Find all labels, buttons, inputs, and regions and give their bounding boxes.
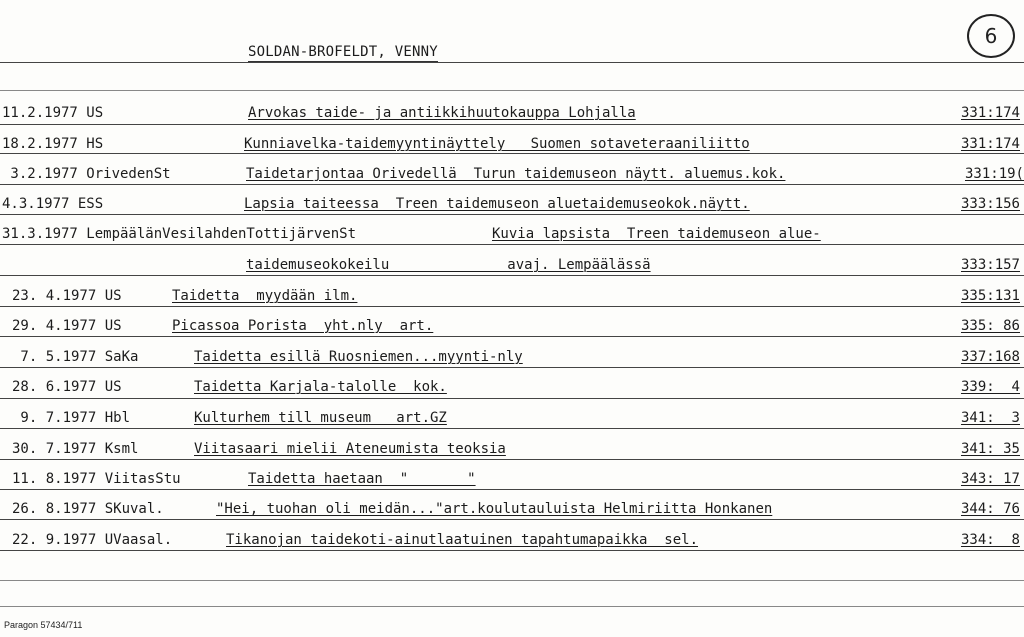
entry-date-source: 7. 5.1977 SaKa: [12, 349, 139, 365]
entry-date-source: 3.2.1977 OrivedenSt: [2, 166, 171, 182]
entry-date-source: 4.3.1977 ESS: [2, 196, 104, 212]
rule-line: [0, 519, 1024, 520]
rule-line: [0, 398, 1024, 399]
rule-line: [0, 124, 1024, 125]
rule-line: [0, 214, 1024, 215]
entry-date-source: 29. 4.1977 US: [12, 318, 122, 334]
entry-title: Lapsia taiteessa Treen taidemuseon aluetaidemuseokok.näytt.: [244, 196, 750, 212]
entry-title: Taidetta haetaan " ": [248, 471, 476, 487]
entry-ref: 331:174: [960, 136, 1020, 152]
entry-title: Tikanojan taidekoti-ainutlaatuinen tapahtumapaikka sel.: [226, 532, 699, 548]
entry-ref: 333:157: [960, 257, 1020, 273]
rule-line: [0, 489, 1024, 490]
rule-line: [0, 606, 1024, 607]
rule-line: [0, 184, 1024, 185]
entry-title: "Hei, tuohan oli meidän..."art.koulutauluista Helmiriitta Honkanen: [216, 501, 773, 517]
entry-ref: 335:131: [960, 288, 1020, 304]
entry-title: Arvokas taide- ja antiikkihuutokauppa Lohjalla: [248, 105, 636, 121]
entry-ref: 337:168: [960, 349, 1020, 365]
entry-date-source: 28. 6.1977 US: [12, 379, 122, 395]
rule-line: [0, 459, 1024, 460]
rule-line: [0, 550, 1024, 551]
rule-line: [0, 90, 1024, 91]
entry-title-continuation: taidemuseokokeilu avaj. Lempäälässä: [246, 257, 651, 273]
entry-ref: 341: 3: [960, 410, 1020, 426]
rule-line: [0, 275, 1024, 276]
rule-line: [0, 367, 1024, 368]
entry-ref: 331:19(: [964, 166, 1024, 182]
entry-title: Taidetta Karjala-talolle kok.: [194, 379, 447, 395]
entry-date-source: 18.2.1977 HS: [2, 136, 104, 152]
entry-date-source: 11.2.1977 US: [2, 105, 104, 121]
rule-line: [0, 580, 1024, 581]
entry-date-source: 11. 8.1977 ViitasStu: [12, 471, 181, 487]
entry-title: Taidetta esillä Ruosniemen...myynti-nly: [194, 349, 523, 365]
entry-ref: 344: 76: [960, 501, 1020, 517]
rule-line: [0, 244, 1024, 245]
entry-ref: 333:156: [960, 196, 1020, 212]
entry-date-source: 22. 9.1977 UVaasal.: [12, 532, 173, 548]
entry-ref: 335: 86: [960, 318, 1020, 334]
printer-imprint: Paragon 57434/711: [4, 620, 83, 630]
entry-ref: 343: 17: [960, 471, 1020, 487]
entry-title: Kulturhem till museum art.GZ: [194, 410, 447, 426]
rule-line: [0, 336, 1024, 337]
entry-date-source: 9. 7.1977 Hbl: [12, 410, 131, 426]
entry-ref: 331:174: [960, 105, 1020, 121]
entry-ref: 334: 8: [960, 532, 1020, 548]
entry-ref: 339: 4: [960, 379, 1020, 395]
entry-date-source: 23. 4.1977 US: [12, 288, 122, 304]
entry-date-source: 26. 8.1977 SKuval.: [12, 501, 164, 517]
entry-ref: 341: 35: [960, 441, 1020, 457]
entry-title: Taidetta myydään ilm.: [172, 288, 358, 304]
rule-line: [0, 153, 1024, 154]
entry-date-source: 30. 7.1977 Ksml: [12, 441, 139, 457]
rule-line: [0, 428, 1024, 429]
entry-title: Taidetarjontaa Orivedellä Turun taidemuseon näytt. aluemus.kok.: [246, 166, 786, 182]
person-name-heading: SOLDAN-BROFELDT, VENNY: [248, 44, 438, 60]
entry-title: Viitasaari mielii Ateneumista teoksia: [194, 441, 506, 457]
page-number-circle: 6: [967, 14, 1015, 58]
entry-title: Picassoa Porista yht.nly art.: [172, 318, 434, 334]
entry-title: Kunniavelka-taidemyyntinäyttely Suomen sotaveteraaniliitto: [244, 136, 750, 152]
entry-date-source: 31.3.1977 LempäälänVesilahdenTottijärvenSt: [2, 226, 357, 242]
entry-title: Kuvia lapsista Treen taidemuseon alue-: [492, 226, 821, 242]
header-rule: [0, 62, 1024, 63]
rule-line: [0, 306, 1024, 307]
